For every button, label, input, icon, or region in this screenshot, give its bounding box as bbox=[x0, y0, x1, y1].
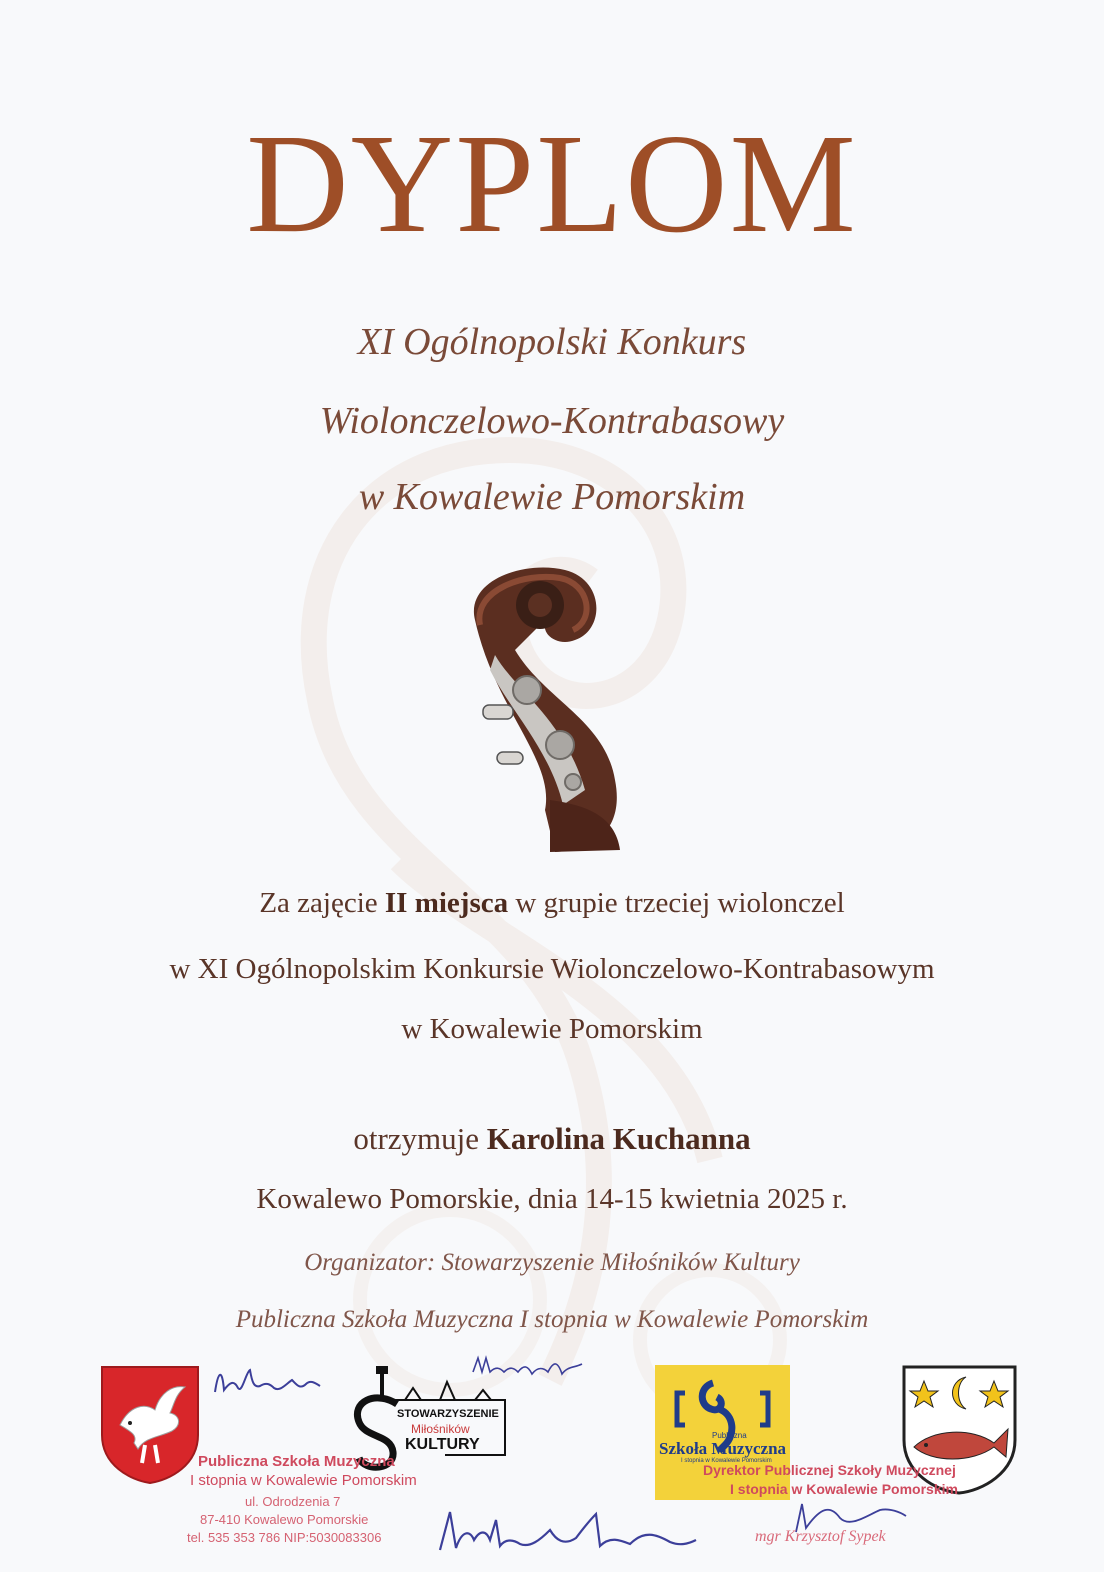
kowalewo-county-coat-of-arms bbox=[100, 1365, 200, 1485]
subtitle-line-1: XI Ogólnopolski Konkurs bbox=[357, 321, 747, 363]
recipient-line: otrzymuje Karolina Kuchanna bbox=[353, 1121, 751, 1156]
director-name: mgr Krzysztof Sypek bbox=[755, 1528, 886, 1545]
school-stamp bbox=[190, 1453, 417, 1491]
date-line: Kowalewo Pomorskie, dnia 14-15 kwietnia 2025 r. bbox=[256, 1183, 848, 1215]
placement: II miejsca bbox=[384, 887, 509, 919]
director-stamp-line1: Dyrektor Publicznej Szkoły Muzycznej bbox=[703, 1462, 956, 1478]
subtitle-line-3: w Kowalewie Pomorskim bbox=[358, 476, 746, 518]
school-stamp-line4: 87-410 Kowalewo Pomorskie bbox=[200, 1512, 369, 1527]
award-line-1: Za zajęcie II miejsca w grupie trzeciej wiolonczel bbox=[259, 887, 845, 919]
school-logo-name: Szkoła Muzyczna bbox=[659, 1439, 787, 1458]
school-logo-small: Publiczna bbox=[712, 1431, 747, 1440]
school-line: Publiczna Szkoła Muzyczna I stopnia w Kowalewie Pomorskim bbox=[235, 1306, 869, 1333]
school-stamp-line3: ul. Odrodzenia 7 bbox=[245, 1494, 341, 1509]
director-stamp-line2: I stopnia w Kowalewie Pomorskim bbox=[730, 1481, 958, 1497]
signature-3 bbox=[430, 1500, 700, 1560]
diploma-title: DYPLOM bbox=[246, 104, 858, 262]
subtitle-line-2: Wiolonczelowo-Kontrabasowy bbox=[319, 400, 785, 442]
school-stamp-line1: Publiczna Szkoła Muzyczna bbox=[198, 1453, 395, 1470]
association-logo-line2: Miłośników bbox=[411, 1422, 470, 1436]
school-logo-tiny: I stopnia w Kowalewie Pomorskim bbox=[681, 1458, 772, 1464]
signature-1 bbox=[210, 1362, 325, 1402]
music-school-logo bbox=[655, 1365, 790, 1500]
signature-2 bbox=[470, 1352, 590, 1382]
school-stamp-line2: I stopnia w Kowalewie Pomorskim bbox=[190, 1471, 417, 1489]
award-line-2: w XI Ogólnopolskim Konkursie Wiolonczelowo-Kontrabasowym bbox=[169, 953, 935, 985]
association-logo-line3: KULTURY bbox=[405, 1436, 480, 1453]
association-logo-line1: STOWARZYSZENIE bbox=[397, 1408, 499, 1420]
organizer-line: Organizator: Stowarzyszenie Miłośników Kultury bbox=[304, 1249, 800, 1276]
school-stamp-line5: tel. 535 353 786 NIP:5030083306 bbox=[187, 1530, 382, 1545]
recipient-name: Karolina Kuchanna bbox=[486, 1121, 751, 1156]
double-bass-scroll-image bbox=[455, 560, 655, 860]
award-line-3: w Kowalewie Pomorskim bbox=[401, 1013, 703, 1045]
